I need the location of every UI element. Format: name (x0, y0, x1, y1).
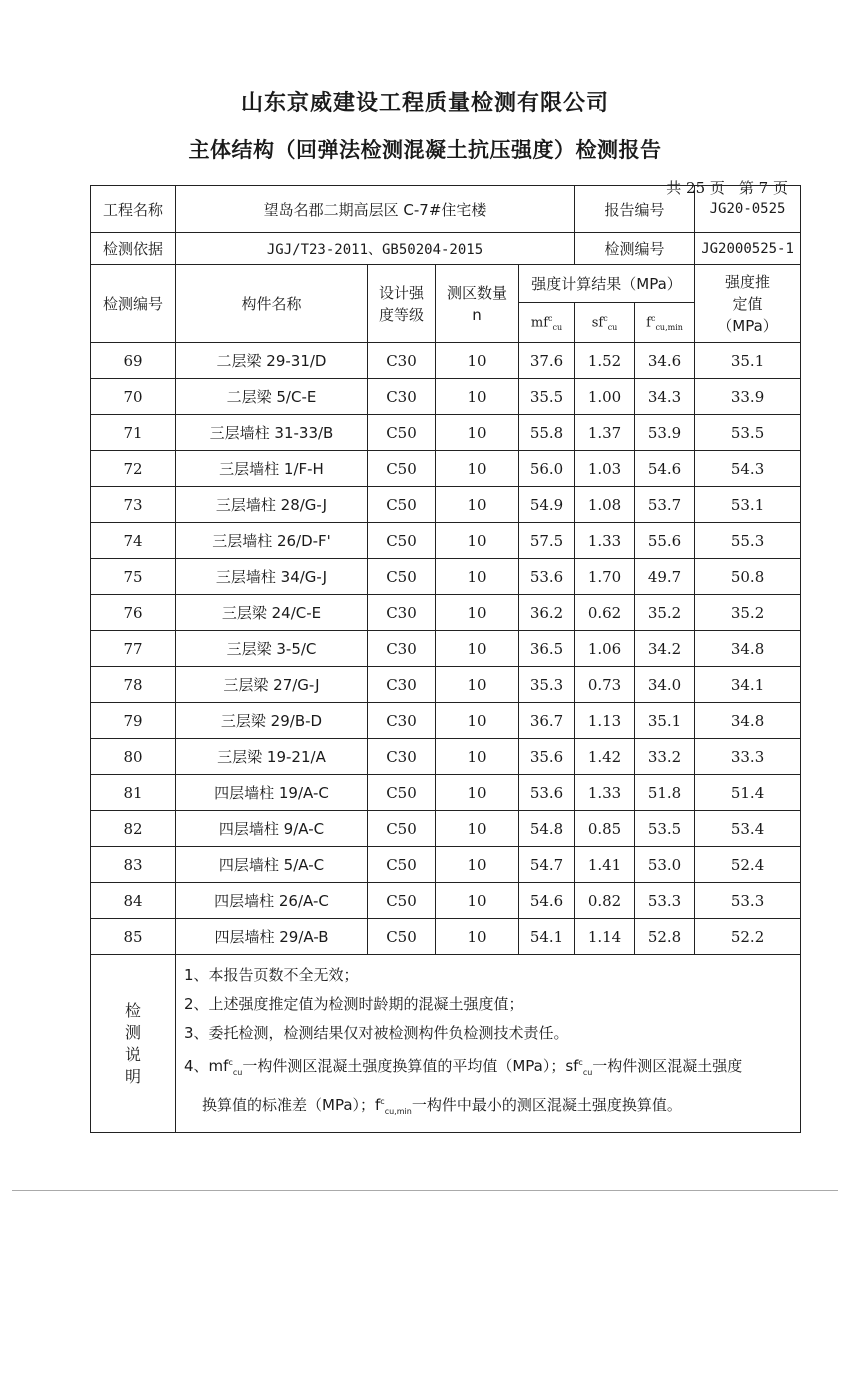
row-mf: 53.6 (519, 775, 575, 811)
row-component: 三层梁 24/C-E (176, 595, 368, 631)
row-fmin: 52.8 (635, 919, 695, 955)
row-component: 三层梁 29/B-D (176, 703, 368, 739)
row-est: 34.1 (695, 667, 801, 703)
row-sf: 0.82 (575, 883, 635, 919)
row-n: 10 (436, 775, 519, 811)
row-mf: 35.6 (519, 739, 575, 775)
row-sf: 1.06 (575, 631, 635, 667)
table-row (91, 631, 801, 667)
row-n: 10 (436, 811, 519, 847)
header-row-1 (91, 265, 801, 303)
row-grade: C30 (368, 703, 436, 739)
row-id: 77 (91, 631, 176, 667)
row-grade: C50 (368, 811, 436, 847)
row-n: 10 (436, 847, 519, 883)
row-est: 55.3 (695, 523, 801, 559)
table-row (91, 451, 801, 487)
note-4-d: 一构件中最小的测区混凝土强度换算值。 (411, 1096, 682, 1114)
row-component: 三层梁 27/G-J (176, 667, 368, 703)
row-mf: 36.7 (519, 703, 575, 739)
row-fmin: 34.0 (635, 667, 695, 703)
test-no-value: JG2000525-1 (695, 233, 801, 265)
notes-label-char: 明 (124, 1066, 141, 1086)
row-est: 53.3 (695, 883, 801, 919)
row-est: 53.5 (695, 415, 801, 451)
row-mf: 54.1 (519, 919, 575, 955)
row-est: 53.4 (695, 811, 801, 847)
header-grade (368, 265, 436, 343)
table-row (91, 595, 801, 631)
note-4-sub: cu (232, 1068, 243, 1077)
note-4-c: 换算值的标准差（MPa）；f (202, 1096, 381, 1114)
row-id: 82 (91, 811, 176, 847)
row-n: 10 (436, 667, 519, 703)
row-fmin: 34.3 (635, 379, 695, 415)
row-id: 71 (91, 415, 176, 451)
row-mf: 35.3 (519, 667, 575, 703)
row-sf: 1.37 (575, 415, 635, 451)
row-sf: 1.14 (575, 919, 635, 955)
row-grade: C50 (368, 559, 436, 595)
row-grade: C30 (368, 595, 436, 631)
row-id: 84 (91, 883, 176, 919)
row-id: 73 (91, 487, 176, 523)
row-est: 35.1 (695, 343, 801, 379)
note-4 (184, 1048, 796, 1087)
header-sf (575, 303, 635, 343)
table-row (91, 919, 801, 955)
header-est-line1: 强度推 (725, 272, 771, 291)
row-id: 83 (91, 847, 176, 883)
row-fmin: 49.7 (635, 559, 695, 595)
row-grade: C30 (368, 667, 436, 703)
row-component: 三层梁 19-21/A (176, 739, 368, 775)
header-strength-group: 强度计算结果（MPa） (519, 265, 695, 303)
row-n: 10 (436, 343, 519, 379)
report-no-label: 报告编号 (575, 186, 695, 233)
row-grade: C30 (368, 379, 436, 415)
table-row (91, 415, 801, 451)
table-row (91, 775, 801, 811)
row-id: 81 (91, 775, 176, 811)
row-fmin: 53.3 (635, 883, 695, 919)
table-row (91, 343, 801, 379)
company-name: 山东京威建设工程质量检测有限公司 (240, 91, 609, 116)
note-4-prefix: 4、mf (184, 1057, 229, 1075)
header-est-line2: 定值 (732, 294, 763, 313)
mf-symbol: mf (530, 314, 549, 330)
basis-label: 检测依据 (91, 233, 176, 265)
row-sf: 1.33 (575, 523, 635, 559)
row-component: 三层墙柱 34/G-J (176, 559, 368, 595)
row-id: 69 (91, 343, 176, 379)
project-row (91, 186, 801, 233)
row-est: 50.8 (695, 559, 801, 595)
row-est: 53.1 (695, 487, 801, 523)
note-3: 3、委托检测，检测结果仅对被检测构件负检测技术责任。 (184, 1024, 569, 1042)
data-rows (91, 343, 801, 955)
row-est: 52.2 (695, 919, 801, 955)
table-row (91, 379, 801, 415)
row-n: 10 (436, 919, 519, 955)
row-id: 78 (91, 667, 176, 703)
row-component: 四层墙柱 9/A-C (176, 811, 368, 847)
row-component: 四层墙柱 19/A-C (176, 775, 368, 811)
project-value: 望岛名郡二期高层区 C-7#住宅楼 (176, 186, 575, 233)
row-grade: C50 (368, 775, 436, 811)
table-row (91, 847, 801, 883)
row-n: 10 (436, 883, 519, 919)
row-fmin: 35.1 (635, 703, 695, 739)
row-n: 10 (436, 559, 519, 595)
row-n: 10 (436, 523, 519, 559)
row-n: 10 (436, 739, 519, 775)
report-no-value: JG20-0525 (695, 186, 801, 233)
row-mf: 35.5 (519, 379, 575, 415)
row-sf: 0.73 (575, 667, 635, 703)
row-grade: C30 (368, 739, 436, 775)
mf-sup: c (548, 313, 553, 323)
notes-label-char: 测 (124, 1022, 141, 1042)
row-n: 10 (436, 595, 519, 631)
row-sf: 0.62 (575, 595, 635, 631)
table-row (91, 703, 801, 739)
page-total: 共 25 页 (666, 179, 725, 197)
header-est-line3: （MPa） (717, 316, 778, 335)
page-current: 第 7 页 (738, 179, 788, 197)
row-component: 三层墙柱 1/F-H (176, 451, 368, 487)
row-fmin: 54.6 (635, 451, 695, 487)
table-row (91, 883, 801, 919)
header-zones-line2: n (472, 305, 482, 324)
table-row (91, 487, 801, 523)
row-mf: 54.7 (519, 847, 575, 883)
report-table (90, 185, 801, 1133)
sf-sup: c (603, 313, 608, 323)
row-est: 33.9 (695, 379, 801, 415)
row-fmin: 34.2 (635, 631, 695, 667)
row-fmin: 53.5 (635, 811, 695, 847)
mf-sub: cu (552, 322, 563, 332)
note-4-sub2: cu (582, 1068, 593, 1077)
row-id: 79 (91, 703, 176, 739)
row-fmin: 55.6 (635, 523, 695, 559)
row-component: 四层墙柱 29/A-B (176, 919, 368, 955)
row-grade: C50 (368, 847, 436, 883)
row-grade: C50 (368, 487, 436, 523)
row-grade: C30 (368, 631, 436, 667)
row-n: 10 (436, 451, 519, 487)
row-grade: C30 (368, 343, 436, 379)
row-sf: 1.42 (575, 739, 635, 775)
table-row (91, 667, 801, 703)
row-sf: 0.85 (575, 811, 635, 847)
header-zones (436, 265, 519, 343)
row-fmin: 51.8 (635, 775, 695, 811)
row-est: 51.4 (695, 775, 801, 811)
basis-row (91, 233, 801, 265)
row-mf: 36.5 (519, 631, 575, 667)
row-n: 10 (436, 631, 519, 667)
row-n: 10 (436, 487, 519, 523)
test-no-label: 检测编号 (575, 233, 695, 265)
note-4-sub3: cu,min (384, 1107, 412, 1116)
row-mf: 37.6 (519, 343, 575, 379)
note-4-b: 一构件测区混凝土强度 (592, 1057, 743, 1075)
bottom-rule (12, 1190, 838, 1191)
fmin-sup: c (650, 313, 656, 323)
row-fmin: 53.7 (635, 487, 695, 523)
notes-label (91, 955, 176, 1133)
table-row (91, 739, 801, 775)
row-sf: 1.00 (575, 379, 635, 415)
row-mf: 54.6 (519, 883, 575, 919)
row-est: 35.2 (695, 595, 801, 631)
note-4-a: 一构件测区混凝土强度换算值的平均值（MPa）；sf (242, 1057, 579, 1075)
row-grade: C50 (368, 523, 436, 559)
fmin-sub: cu,min (655, 322, 683, 332)
row-est: 34.8 (695, 631, 801, 667)
note-1: 1、本报告页数不全无效； (184, 966, 359, 984)
row-component: 四层墙柱 5/A-C (176, 847, 368, 883)
table-row (91, 559, 801, 595)
table-row (91, 811, 801, 847)
header-fmin (635, 303, 695, 343)
row-component: 四层墙柱 26/A-C (176, 883, 368, 919)
header-id: 检测编号 (91, 265, 176, 343)
row-mf: 54.9 (519, 487, 575, 523)
row-mf: 54.8 (519, 811, 575, 847)
sf-symbol: sf (591, 314, 604, 330)
notes-content (176, 955, 801, 1133)
header-component: 构件名称 (176, 265, 368, 343)
row-mf: 36.2 (519, 595, 575, 631)
row-id: 75 (91, 559, 176, 595)
row-id: 85 (91, 919, 176, 955)
note-4-sup: c (228, 1058, 233, 1067)
row-fmin: 53.9 (635, 415, 695, 451)
row-est: 34.8 (695, 703, 801, 739)
note-4-sup3: c (380, 1097, 385, 1106)
row-n: 10 (436, 379, 519, 415)
row-grade: C50 (368, 883, 436, 919)
row-id: 70 (91, 379, 176, 415)
note-2: 2、上述强度推定值为检测时龄期的混凝土强度值； (184, 995, 524, 1013)
row-mf: 53.6 (519, 559, 575, 595)
note-4-cont (184, 1087, 796, 1126)
row-mf: 56.0 (519, 451, 575, 487)
row-n: 10 (436, 415, 519, 451)
row-component: 三层墙柱 31-33/B (176, 415, 368, 451)
basis-value: JGJ/T23-2011、GB50204-2015 (176, 233, 575, 265)
row-fmin: 33.2 (635, 739, 695, 775)
row-component: 二层梁 5/C-E (176, 379, 368, 415)
header-mf (519, 303, 575, 343)
row-est: 52.4 (695, 847, 801, 883)
row-component: 三层墙柱 26/D-F' (176, 523, 368, 559)
row-component: 三层梁 3-5/C (176, 631, 368, 667)
row-grade: C50 (368, 451, 436, 487)
row-fmin: 35.2 (635, 595, 695, 631)
header-grade-line2: 度等级 (378, 305, 424, 324)
row-sf: 1.13 (575, 703, 635, 739)
row-fmin: 53.0 (635, 847, 695, 883)
sf-sub: cu (607, 322, 618, 332)
row-est: 54.3 (695, 451, 801, 487)
row-sf: 1.41 (575, 847, 635, 883)
notes-label-char: 说 (124, 1044, 141, 1064)
row-sf: 1.52 (575, 343, 635, 379)
row-component: 三层墙柱 28/G-J (176, 487, 368, 523)
header-estimated (695, 265, 801, 343)
row-sf: 1.33 (575, 775, 635, 811)
row-mf: 55.8 (519, 415, 575, 451)
row-id: 76 (91, 595, 176, 631)
row-id: 74 (91, 523, 176, 559)
row-mf: 57.5 (519, 523, 575, 559)
project-label: 工程名称 (91, 186, 176, 233)
row-est: 33.3 (695, 739, 801, 775)
notes-label-char: 检 (124, 1000, 141, 1020)
row-component: 二层梁 29-31/D (176, 343, 368, 379)
row-grade: C50 (368, 415, 436, 451)
fmin-symbol: f (646, 314, 651, 330)
row-id: 80 (91, 739, 176, 775)
row-sf: 1.03 (575, 451, 635, 487)
row-sf: 1.08 (575, 487, 635, 523)
report-title: 主体结构（回弹法检测混凝土抗压强度）检测报告 (188, 138, 662, 162)
row-sf: 1.70 (575, 559, 635, 595)
note-4-sup2: c (578, 1058, 583, 1067)
table-row (91, 523, 801, 559)
row-id: 72 (91, 451, 176, 487)
row-fmin: 34.6 (635, 343, 695, 379)
header-zones-line1: 测区数量 (446, 283, 507, 302)
row-grade: C50 (368, 919, 436, 955)
row-n: 10 (436, 703, 519, 739)
notes-row (91, 955, 801, 1133)
header-grade-line1: 设计强 (378, 283, 424, 302)
